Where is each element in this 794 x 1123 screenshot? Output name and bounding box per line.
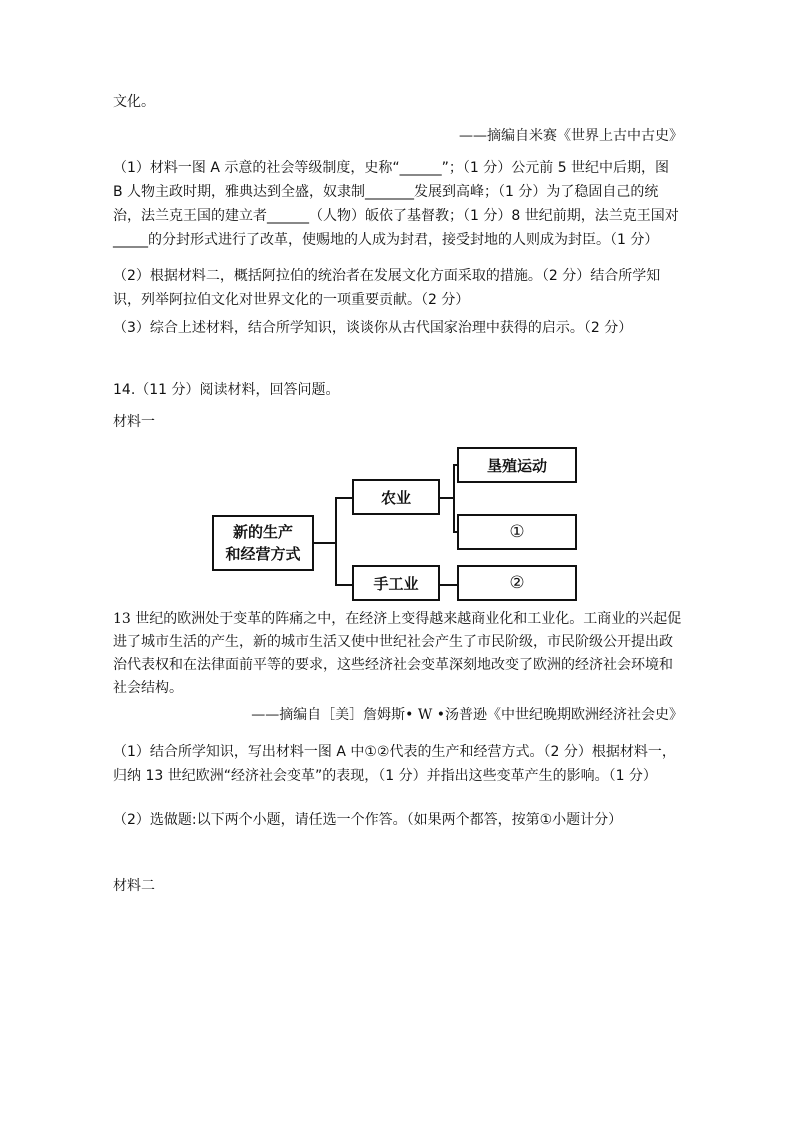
agriculture-box: 农业: [352, 479, 440, 515]
q14-part2: （2）选做题:以下两个小题，请任选一个作答。（如果两个都答，按第①小题计分）: [113, 812, 623, 828]
reclamation-box: 垦殖运动: [457, 447, 577, 483]
connector-root: [314, 542, 336, 544]
connector-root-vertical: [335, 497, 337, 585]
q14-part1: （1）结合所学知识，写出材料一图 A 中①②代表的生产和经营方式。（2 分）根据材料一，归纳 13 世纪欧洲“经济社会变革”的表现，（1 分）并指出这些变革产生的影响。（1 分）: [113, 744, 676, 784]
connector-to-handicraft: [335, 584, 352, 586]
production-mode-diagram: [210, 447, 588, 595]
diagram-root-box: 新的生产 和经营方式: [212, 515, 314, 571]
source-citation-2: ——摘编自［美］詹姆斯• W •汤普逊《中世纪晚期欧洲经济社会史》: [251, 707, 683, 723]
connector-agri: [440, 497, 454, 499]
q13-part2: （2）根据材料二，概括阿拉伯的统治者在发展文化方面采取的措施。（2 分）结合所学知识，列举阿拉伯文化对世界文化的一项重要贡献。（2 分）: [113, 268, 661, 308]
source-citation-1: ——摘编自米赛《世界上古中古史》: [459, 128, 683, 144]
continuation-text: 文化。: [113, 94, 155, 110]
blank2-box: ②: [457, 565, 577, 601]
connector-agri-vertical: [453, 464, 455, 532]
handicraft-box: 手工业: [352, 565, 440, 601]
connector-to-agriculture: [335, 497, 352, 499]
blank1-box: ①: [457, 514, 577, 550]
material1-text: 13 世纪的欧洲处于变革的阵痛之中，在经济上变得越来越商业化和工业化。工商业的兴起促进了城市生活的产生，新的城市生活又使中世纪社会产生了市民阶级，市民阶级公开提出政治代表权和在法律面前平等的要求，这些经济社会变革深刻地改变了欧洲的经济社会环境和社会结构。: [113, 611, 682, 696]
q14-heading: 14.（11 分）阅读材料，回答问题。: [113, 382, 340, 398]
material2-label: 材料二: [113, 878, 155, 894]
q13-part1: （1）材料一图 A 示意的社会等级制度，史称“______”；（1 分）公元前 5 世纪中后期，图 B 人物主政时期，雅典达到全盛，奴隶制_______发展到高峰；（1 分）为了稳固自己的统治，法兰克王国的建立者______（人物）皈依了基督教；（1 分）8 世纪前期，法兰克王国对_____的分封形式进行了改革，使赐地的人成为封君，接受封地的人则成为封臣。（1 分）: [113, 160, 679, 248]
material1-label: 材料一: [113, 414, 155, 430]
q13-part3: （3）综合上述材料，结合所学知识，谈谈你从古代国家治理中获得的启示。（2 分）: [113, 320, 633, 336]
